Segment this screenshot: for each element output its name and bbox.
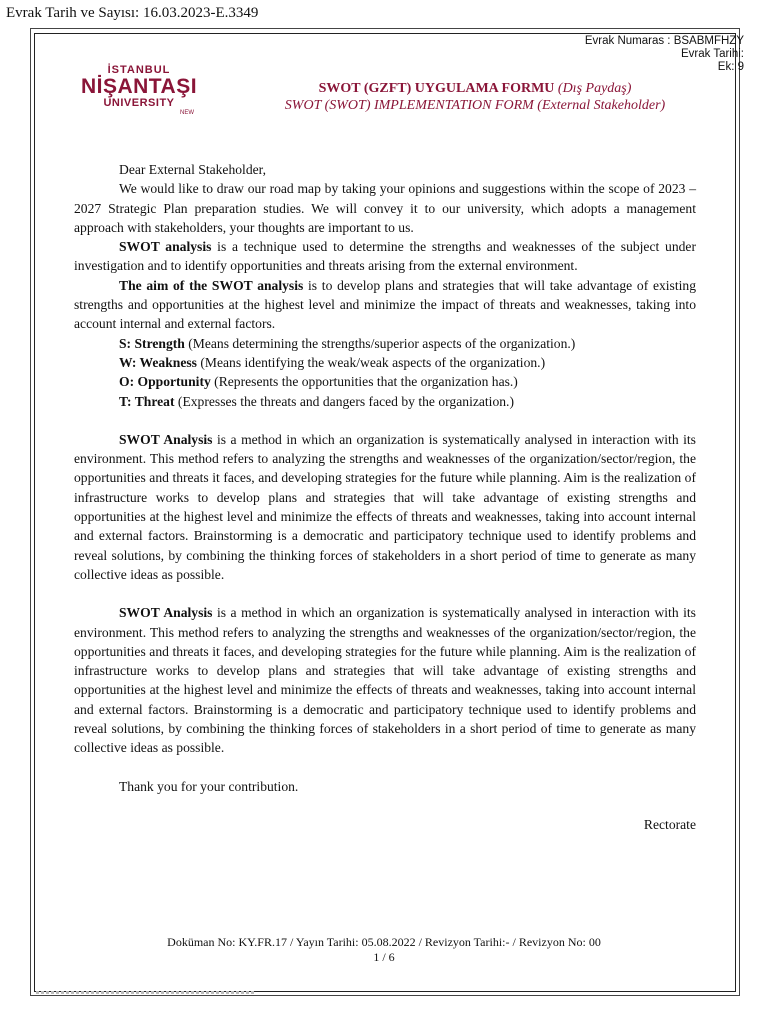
intro-paragraph: We would like to draw our road map by taking your opinions and suggestions within the scope of 2023 – 2027 Strategic Plan preparation studies. We will convey it to our university, which adopts a management approach with stakeholders, your thoughts are important to us. xyxy=(74,181,696,235)
document-meta: Doküman No: KY.FR.17 / Yayın Tarihi: 05.08.2022 / Revizyon Tarihi:- / Revizyon No: 00 xyxy=(167,935,601,949)
logo-name: NİŞANTAŞI xyxy=(80,75,198,98)
document-number: Evrak Numaras : BSABMFHZY xyxy=(584,35,744,47)
form-title-tr xyxy=(250,80,700,97)
logo-university: UNIVERSITY xyxy=(103,97,175,109)
swot-method-text: is a method in which an organization is systematically analysed in interaction with its environment. This method refers to analyzing the strengths and weaknesses of the organization/sector/region, the opportunities and threats it faces, and developing strategies for the future while planning. Aim is the realization of infrastructure works to develop plans and strategies that will take advantage of existing strengths and opportunities at the highest level and minimize the effects of threats and weaknesses, taking into account internal and external factors. Brainstorming is a democratic and participatory technique used to identify problems and reveal solutions, by combining the thinking forces of stakeholders in a short period of time to generate as many collective ideas as possible. xyxy=(74,605,696,756)
swot-method-term: SWOT Analysis xyxy=(119,605,213,621)
swot-item-text: (Represents the opportunities that the organization has.) xyxy=(210,374,518,390)
attachment-number: Ek: 9 xyxy=(717,61,744,73)
swot-method-paragraph-2 xyxy=(74,603,696,757)
swot-method-text: is a method in which an organization is systematically analysed in interaction with its environment. This method refers to analyzing the strengths and weaknesses of the organization/sector/region, the opportunities and threats it faces, and developing strategies for the future while planning. Aim is the realization of infrastructure works to develop plans and strategies that will take advantage of existing strengths and opportunities at the highest level and minimize the effects of threats and weaknesses, taking into account internal and external factors. Brainstorming is a democratic and participatory technique used to identify problems and reveal solutions, by combining the thinking forces of stakeholders in a short period of time to generate as many collective ideas as possible. xyxy=(74,431,696,582)
form-title xyxy=(250,80,700,114)
greeting: Dear External Stakeholder, xyxy=(119,162,267,177)
swot-item-label: O: Opportunity xyxy=(119,374,211,390)
form-title-tr-main: SWOT (GZFT) UYGULAMA FORMU xyxy=(318,81,555,96)
swot-aim xyxy=(74,276,696,334)
signoff: Rectorate xyxy=(643,816,696,832)
thanks-line: Thank you for your contribution. xyxy=(119,778,299,794)
logo-new: NEW xyxy=(180,110,194,116)
document-info xyxy=(585,35,744,74)
swot-item-opportunity xyxy=(74,372,696,391)
university-logo xyxy=(78,64,200,117)
swot-definition-text: is a technique used to determine the strengths and weaknesses of the subject under investigation and to identify opportunities and threats arising from the external environment. xyxy=(74,239,696,274)
swot-item-strength xyxy=(74,334,696,353)
swot-item-label: W: Weakness xyxy=(119,354,197,370)
swot-item-label: S: Strength xyxy=(119,335,185,351)
swot-item-threat xyxy=(74,392,696,411)
swot-item-text: (Means identifying the weak/weak aspects of the organization.) xyxy=(196,354,546,370)
swot-item-weakness xyxy=(74,353,696,372)
bottom-verification-line xyxy=(36,991,256,994)
swot-aim-term: The aim of the SWOT analysis xyxy=(119,277,304,293)
page-footer xyxy=(34,935,734,965)
swot-definition-term: SWOT analysis xyxy=(119,239,212,255)
form-title-tr-sub: (Dış Paydaş) xyxy=(557,81,632,96)
swot-method-term: SWOT Analysis xyxy=(119,431,213,447)
swot-method-paragraph-1 xyxy=(74,430,696,584)
swot-item-text: (Expresses the threats and dangers faced by the organization.) xyxy=(174,393,514,409)
form-title-en: SWOT (SWOT) IMPLEMENTATION FORM (External Stakeholder) xyxy=(284,98,666,113)
swot-item-text: (Means determining the strengths/superior aspects of the organization.) xyxy=(184,335,576,351)
swot-definition xyxy=(74,237,696,276)
document-date: Evrak Tarihi: xyxy=(680,48,744,60)
logo-city: İSTANBUL xyxy=(107,64,171,76)
swot-item-label: T: Threat xyxy=(119,393,175,409)
swot-aim-text: is to develop plans and strategies that will take advantage of existing strengths and opportunities at the highest level and minimize the impact of threats and weaknesses, taking into account internal and external factors. xyxy=(74,277,696,332)
document-stamp: Evrak Tarih ve Sayısı: 16.03.2023-E.3349 xyxy=(6,5,259,21)
page-number: 1 / 6 xyxy=(373,950,395,964)
letter-body xyxy=(74,160,696,834)
